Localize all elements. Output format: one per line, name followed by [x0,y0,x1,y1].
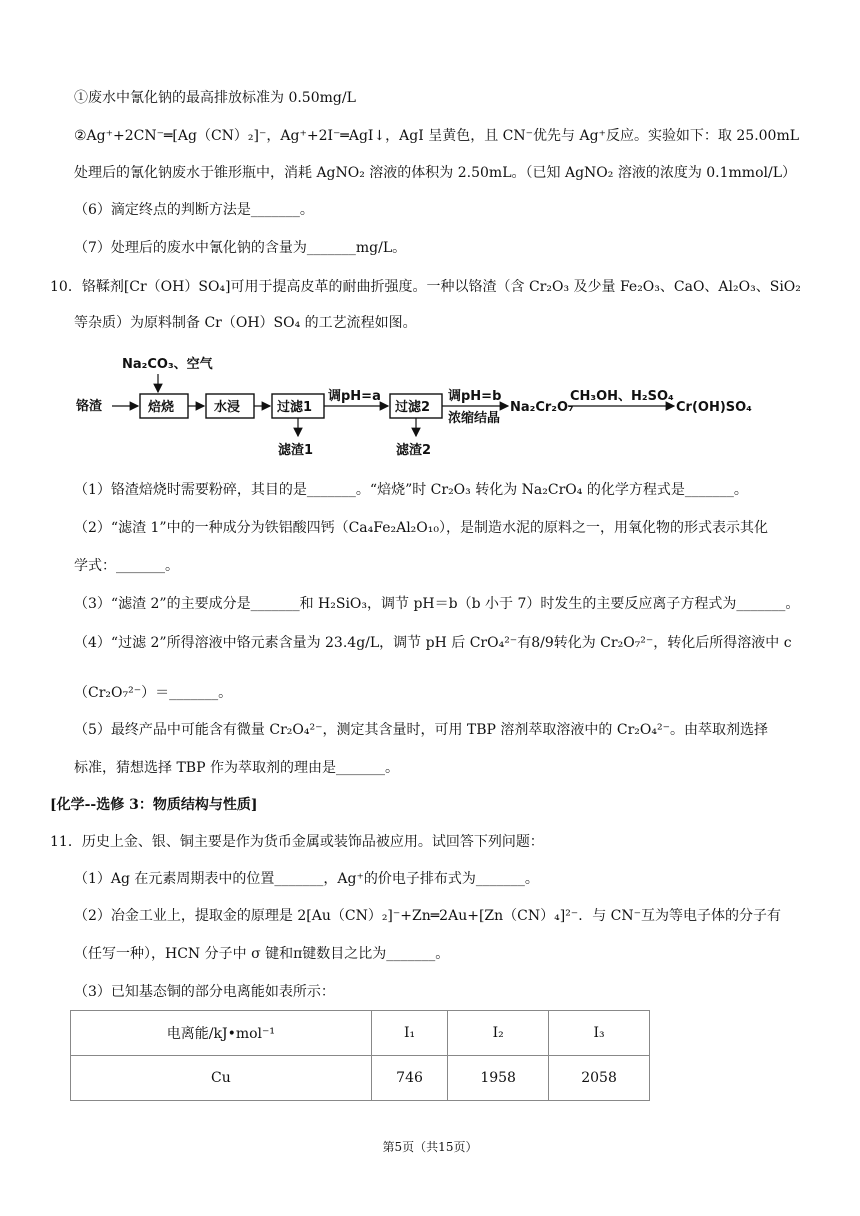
line-9: （2）“滤渣 1”中的一种成分为铁铝酸四钙（Ca₄Fe₂Al₂O₁₀），是制造水泥的原料之一，用氧化物的形式表示其化 [74,520,768,536]
ionization-energy-table [70,1010,650,1101]
flow-product2: Cr(OH)SO₄ [676,400,752,415]
flow-step-filter1-label: 过滤1 [277,400,313,415]
section-heading: [化学--选修 3：物质结构与性质] [50,797,258,813]
table-cell: Cu [71,1056,372,1101]
flow-step-roast-label: 焙烧 [148,400,175,415]
page-footer: 第5页（共15页） [382,1140,478,1154]
line-4: （6）滴定终点的判断方法是_______。 [74,202,314,218]
flow-start: 铬渣 [76,399,103,414]
flow-residue2: 滤渣2 [396,443,432,458]
line-12: （4）“过滤 2”所得溶液中铬元素含量为 23.4g/L，调节 pH 后 CrO₄²⁻有8/9转化为 Cr₂O₇²⁻，转化后所得溶液中 c [74,635,792,651]
table-row [71,1056,650,1101]
question-11: 11．历史上金、银、铜主要是作为货币金属或装饰品被应用。试回答下列问题： [50,834,544,850]
flow-cond-crystallize: 浓缩结晶 [448,411,501,426]
line-15: 标准，猜想选择 TBP 作为萃取剂的理由是_______。 [74,760,399,776]
table-cell: 1958 [448,1056,549,1101]
table-header-cell: I₃ [549,1011,650,1056]
question-10: 10．铬鞣剂[Cr（OH）SO₄]可用于提高皮革的耐曲折强度。一种以铬渣（含 Cr₂O₃ 及少量 Fe₂O₃、CaO、Al₂O₃、SiO₂ [50,279,801,295]
flow-cond-reagents: CH₃OH、H₂SO₄ [570,389,674,404]
flow-cond-ph-a: 调pH=a [328,389,381,404]
line-21: （3）已知基态铜的部分电离能如表所示： [74,984,335,1000]
table-header-cell: I₁ [371,1011,447,1056]
line-20: （任写一种），HCN 分子中 σ 键和π键数目之比为_______。 [74,946,450,962]
table-cell: 746 [371,1056,447,1101]
line-11: （3）“滤渣 2”的主要成分是_______和 H₂SiO₃，调节 pH＝b（b 小于 7）时发生的主要反应离子方程式为_______。 [74,596,800,612]
line-14: （5）最终产品中可能含有微量 Cr₂O₄²⁻，测定其含量时，可用 TBP 溶剂萃取溶液中的 Cr₂O₄²⁻。由萃取剂选择 [74,722,768,738]
flow-top-input: Na₂CO₃、空气 [122,357,213,372]
table-header-cell: I₂ [448,1011,549,1056]
line-10: 学式：_______。 [74,558,179,574]
line-5: （7）处理后的废水中氰化钠的含量为_______mg/L。 [74,240,407,256]
line-1: ①废水中氰化钠的最高排放标准为 0.50mg/L [74,90,356,106]
table-header-row [71,1011,650,1056]
flow-residue1: 滤渣1 [278,443,314,458]
process-flowchart [74,348,774,466]
flow-step-filter2-label: 过滤2 [395,400,431,415]
flow-step-leach-label: 水浸 [214,400,241,415]
flow-cond-ph-b: 调pH=b [448,389,502,404]
line-7: 等杂质）为原料制备 Cr（OH）SO₄ 的工艺流程如图。 [74,315,417,331]
line-13: （Cr₂O₇²⁻）＝_______。 [74,685,233,701]
table-header-cell: 电离能/kJ•mol⁻¹ [71,1011,372,1056]
line-19: （2）冶金工业上，提取金的原理是 2[Au（CN）₂]⁻+Zn═2Au+[Zn（CN）₄]²⁻．与 CN⁻互为等电子体的分子有 [74,908,781,924]
line-18: （1）Ag 在元素周期表中的位置_______，Ag⁺的价电子排布式为_______。 [74,871,539,887]
line-3: 处理后的氰化钠废水于锥形瓶中，消耗 AgNO₂ 溶液的体积为 2.50mL。（已知 AgNO₂ 溶液的浓度为 0.1mmol/L） [74,165,797,181]
flow-product1: Na₂Cr₂O₇ [510,400,574,415]
line-2: ②Ag⁺+2CN⁻═[Ag（CN）₂]⁻，Ag⁺+2I⁻═AgI↓，AgI 呈黄色，且 CN⁻优先与 Ag⁺反应。实验如下：取 25.00mL [74,128,800,144]
line-8: （1）铬渣焙烧时需要粉碎，其目的是_______。“焙烧”时 Cr₂O₃ 转化为 Na₂CrO₄ 的化学方程式是_______。 [74,482,748,498]
table-cell: 2058 [549,1056,650,1101]
